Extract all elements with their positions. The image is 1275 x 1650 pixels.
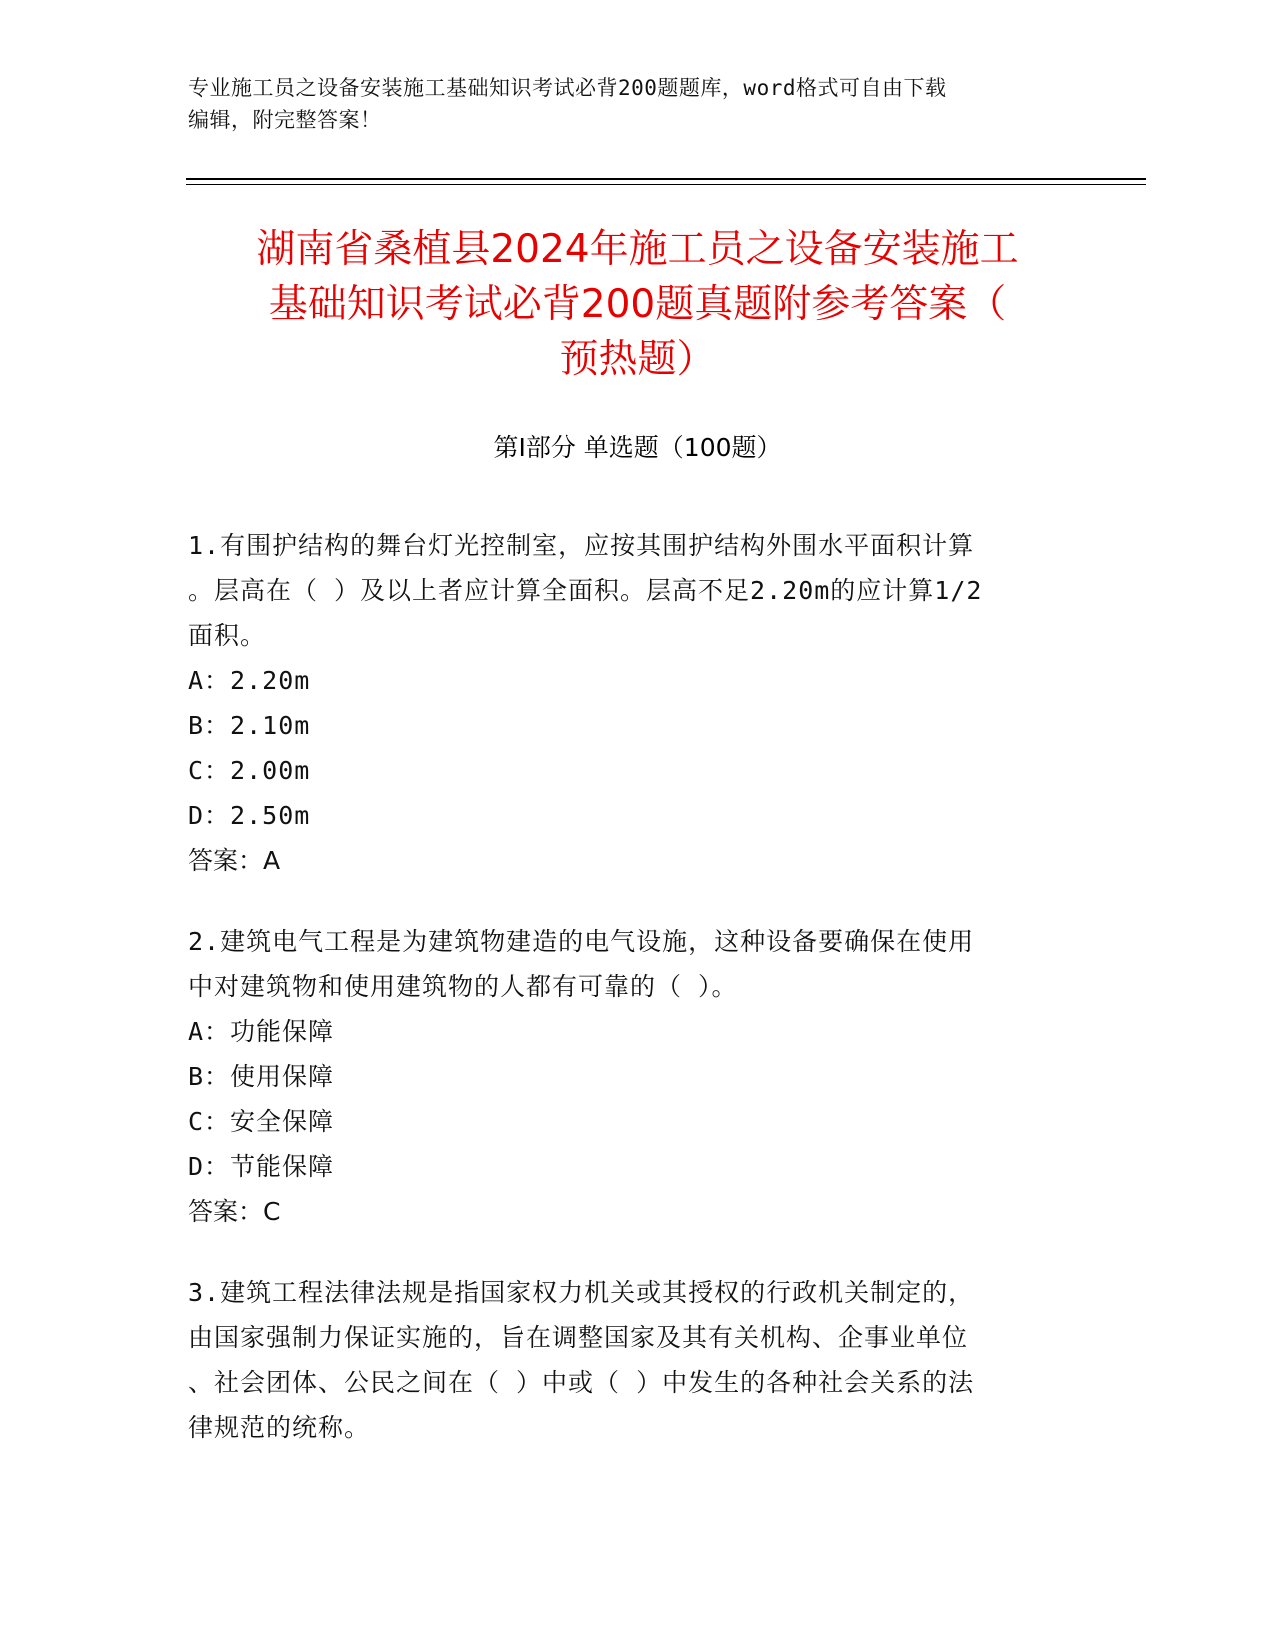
option-a: A：2.20m [188,666,311,695]
question-stem-line: 1.有围护结构的舞台灯光控制室，应按其围护结构外围水平面积计算 [188,531,975,560]
title-line: 湖南省桑植县2024年施工员之设备安装施工 [256,227,1019,272]
section-heading: 第Ⅰ部分 单选题（100题） [493,433,782,462]
option-b: B：2.10m [188,711,311,740]
question-stem-line: 律规范的统称。 [188,1413,371,1442]
question-stem-line: 中对建筑物和使用建筑物的人都有可靠的（ ）。 [188,972,738,1001]
header-divider-thick [186,178,1146,180]
question-stem-line: 2.建筑电气工程是为建筑物建造的电气设施，这种设备要确保在使用 [188,927,975,956]
option-c: C：2.00m [188,756,311,785]
question-stem-line: 由国家强制力保证实施的，旨在调整国家及其有关机构、企事业单位 [188,1323,969,1352]
option-d: D：2.50m [188,801,311,830]
question-stem-line: 、社会团体、公民之间在（ ）中或（ ）中发生的各种社会关系的法 [188,1368,975,1397]
header-note-line: 编辑，附完整答案！ [188,108,382,132]
question-item [188,1270,1088,1450]
answer-line: 答案：A [188,846,281,875]
option-d: D：节能保障 [188,1152,335,1181]
header-divider-thin [186,184,1146,185]
option-b: B：使用保障 [188,1062,335,1091]
question-item [188,523,1088,883]
answer-line: 答案：C [188,1197,281,1226]
document-title [160,222,1115,387]
option-a: A：功能保障 [188,1017,335,1046]
title-line: 预热题） [559,337,716,382]
question-stem-line: 3.建筑工程法律法规是指国家权力机关或其授权的行政机关制定的， [188,1278,975,1307]
title-line: 基础知识考试必背200题真题附参考答案（ [268,282,1007,327]
header-note-line: 专业施工员之设备安装施工基础知识考试必背200题题库，word格式可自由下载 [188,76,947,100]
question-stem-line: 。层高在（ ）及以上者应计算全面积。层高不足2.20m的应计算1/2 [188,576,983,605]
option-c: C：安全保障 [188,1107,335,1136]
question-stem-line: 面积。 [188,621,267,650]
question-item [188,919,1088,1234]
header-note [188,72,1088,136]
